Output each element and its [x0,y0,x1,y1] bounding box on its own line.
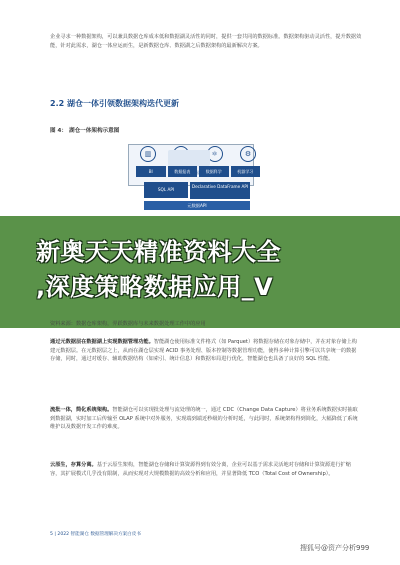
section-heading: 2.2 湖仓一体引领数据架构迭代更新 [50,99,179,108]
dataframe-api-box: Declarative DataFrame API [190,182,250,199]
machine-learning-icon: ⚙ [240,146,256,162]
banner-headline-line1: 新奥天天精准资料大全 [36,238,281,266]
paragraph-metadata-lead: 通过元数据层在数据湖上实现数据管理功能。 [50,339,154,345]
paragraph-streaming-lead: 流批一体，简化系统架构。 [50,407,113,413]
page-footer: 5 | 2022 智能湖仓 数据管理解决方案白皮书 [50,532,141,537]
paragraph-cloud-lead: 云原生，存算分离。 [50,462,97,468]
science-icon: ⚛ [207,146,223,162]
storage-logo-icon [168,150,210,166]
paragraph-streaming [50,406,360,432]
banner-headline-line2: ,深度策略数据应用_V [36,273,274,301]
paragraph-metadata [50,338,360,364]
storage-label: 数据湖 [191,170,203,175]
paragraph-streaming-body: 智能湖仓可以实现批处理与流处理的统一，通过 CDC（Change Data Capture）将业务系统数据实时抽取到数据湖，实时加工后传输至 OLAP 系统中对外服务，实现端到端近秒级的分析时延，与此同时，系统架构得到简化，大幅降低了系统维护以及数据开发工作的难度。 [50,407,358,431]
diagram-label-bi: BI [136,166,166,177]
diagram-label-reports: 数据报表 [168,166,198,177]
paragraph-metadata-body: 智能湖仓使用标准文件格式（如 Parquet）将数据存储在对象存储中，并在对象存储上构建元数据层。在元数据层之上，从而在湖仓层实现 ACID 事务处理、版本控制等数据管理功能，使得多种计算引擎可以共享统一的数据存储，同时，通过对缓存、辅助数据结构（如索引、统计信息）和数据布局进行优化，智能湖仓也具备了良好的 SQL 性能。 [50,339,357,363]
paragraph-cloud [50,461,360,478]
watermark-text: 搜狐号@资产分析999 [300,544,370,552]
intro-paragraph: 企业寻求一种数据架构，可以兼具数据仓库成本低和数据湖灵活性的同时，提供一套共同的数据标准。数据架构驱动灵活性，提升数据效能，针对此需求，湖仓一体应运而生，是新数据仓库、数据湖之后数据架构的最新解决方案。 [50,34,362,49]
diagram-label-ml: 机器学习 [231,166,261,177]
metadata-api-box: 元数据API [144,201,250,210]
sql-api-box: SQL API [144,182,188,198]
source-note: 资料来源：数据仓库架构，羿跃数据库与未来数据处理工作中的应用 [50,321,206,327]
diagram-label-science: 数据科学 [199,166,229,177]
figure-caption: 图 4： 湖仓一体架构示意图 [50,128,120,134]
paragraph-cloud-body: 基于云原生架构，智能湖仓存储和计算资源得到有效分离，企业可以基于需求灵活地对存储和计算资源进行扩缩容，其扩展模式几乎没有限制，从而实现对大规模数据的高效分析和应用，并显著降低 TCO（Total Cost of Ownership）。 [50,462,351,477]
bi-chart-icon: ▥ [140,146,156,162]
